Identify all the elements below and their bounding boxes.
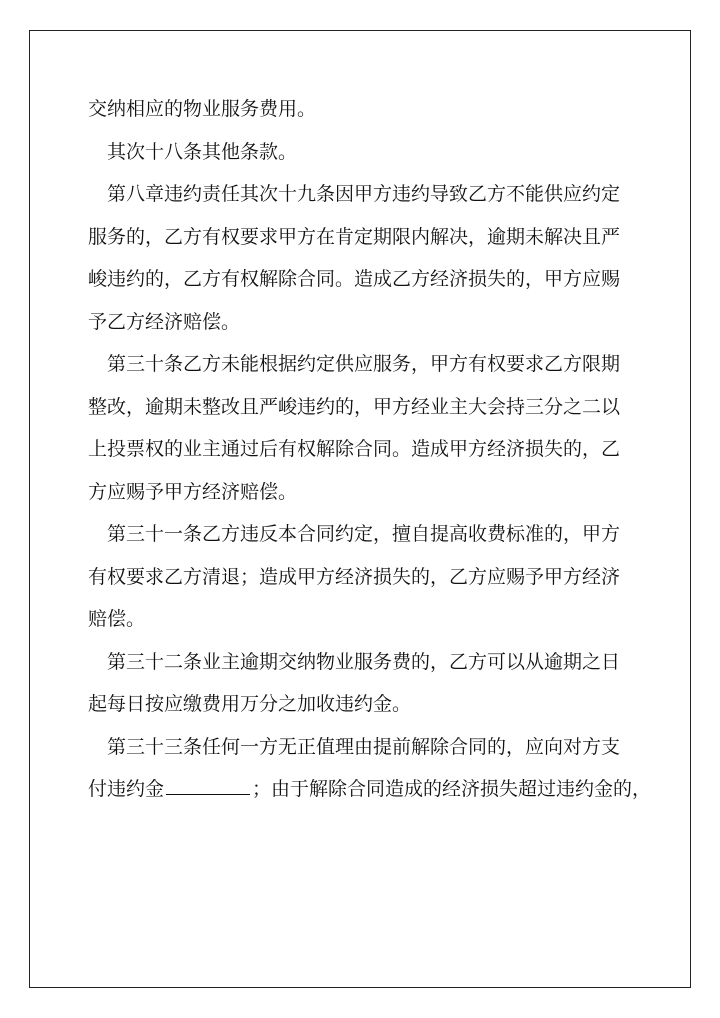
document-body <box>88 88 652 811</box>
text-line: 第三十三条任何一方无正值理由提前解除合同的，应向对方支 <box>107 735 621 758</box>
text-line: 其次十八条其他条款。 <box>107 140 298 163</box>
text-line: 第三十条乙方未能根据约定供应服务，甲方有权要求乙方限期 <box>107 353 621 375</box>
text-line: 方应赐予甲方经济赔偿。 <box>88 480 298 503</box>
text-line: 整改，逾期未整改且严峻违约的，甲方经业主大会持三分之二以 <box>88 395 621 418</box>
text-line: 交纳相应的物业服务费用。 <box>88 98 317 120</box>
text-line: 第三十一条乙方违反本合同约定，擅自提高收费标准的，甲方 <box>107 523 621 545</box>
text-line: 有权要求乙方清退；造成甲方经济损失的，乙方应赐予甲方经济 <box>88 565 621 588</box>
text-fragment: 付违约金 <box>88 778 165 800</box>
text-line: 上投票权的业主通过后有权解除合同。造成甲方经济损失的，乙 <box>88 438 621 460</box>
fill-in-blank <box>166 780 250 795</box>
text-line: 第八章违约责任其次十九条因甲方违约导致乙方不能供应约定 <box>107 183 621 205</box>
text-line: 峻违约的，乙方有权解除合同。造成乙方经济损失的，甲方应赐 <box>88 268 621 290</box>
text-line: 赔偿。 <box>88 608 146 630</box>
text-line: 第三十二条业主逾期交纳物业服务费的，乙方可以从逾期之日 <box>107 650 621 673</box>
text-fragment: ；由于解除合同造成的经济损失超过违约金的， <box>252 778 652 800</box>
text-line-with-blank <box>88 768 652 811</box>
text-line: 予乙方经济赔偿。 <box>88 310 241 333</box>
text-line: 服务的，乙方有权要求甲方在肯定期限内解决，逾期未解决且严 <box>88 225 621 248</box>
text-line: 起每日按应缴费用万分之加收违约金。 <box>88 693 412 715</box>
